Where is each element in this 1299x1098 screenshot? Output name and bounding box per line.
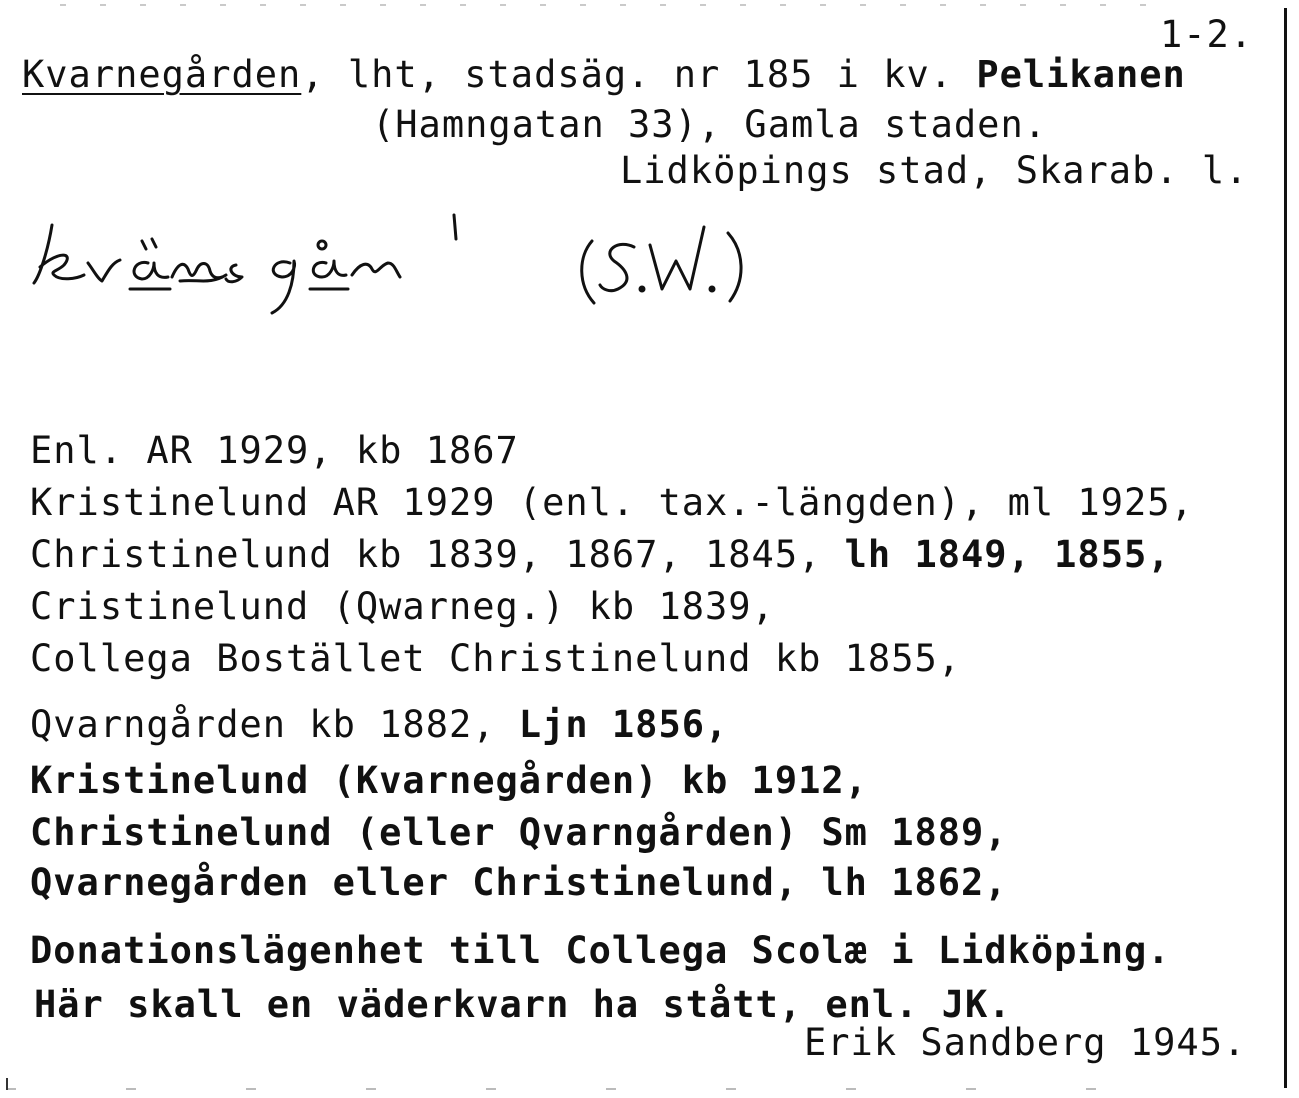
card-number: 1-2.: [1160, 13, 1254, 56]
header-line-1: [22, 53, 1186, 96]
entry-8-normal: Christinelund (eller Qvarngården) Sm: [30, 811, 892, 854]
scan-edge-bottom: [6, 1088, 1186, 1090]
header-line-3: Lidköpings stad, Skarab. l.: [620, 149, 1249, 192]
entry-6-bold: Ljn 1856,: [518, 703, 729, 746]
entry-3: [30, 533, 1171, 576]
entry-2: Kristinelund AR 1929 (enl. tax.-längden), ml 1925,: [30, 481, 1194, 524]
entry-3-bold: lh 1849, 1855,: [844, 533, 1171, 576]
scan-edge-top: [60, 4, 1180, 6]
signature: Erik Sandberg 1945.: [804, 1021, 1247, 1064]
entry-8-year: 1889,: [891, 811, 1008, 854]
entry-6-normal: Qvarngården kb 1882,: [30, 703, 519, 746]
entry-11: Här skall en väderkvarn ha stått, enl. JK.: [34, 983, 1012, 1026]
scan-corner-mark: [6, 1078, 8, 1090]
entry-5: Collega Bostället Christinelund kb 1855,: [30, 637, 962, 680]
entry-1: Enl. AR 1929, kb 1867: [30, 429, 519, 472]
entry-4: Cristinelund (Qwarneg.) kb 1839,: [30, 585, 775, 628]
handwritten-pronunciation: [30, 205, 770, 325]
header-line-1-rest: , lht, stadsäg. nr 185 i kv.: [301, 53, 977, 96]
entry-6: [30, 703, 729, 746]
card-right-border: [1284, 8, 1287, 1088]
place-name: Kvarnegården: [22, 53, 302, 96]
header-line-2: (Hamngatan 33), Gamla staden.: [372, 103, 1048, 146]
entry-8: [30, 811, 1008, 854]
block-name: Pelikanen: [976, 53, 1186, 96]
entry-7: Kristinelund (Kvarnegården) kb 1912,: [30, 759, 868, 802]
entry-9: Qvarnegården eller Christinelund, lh 1862,: [30, 861, 1008, 904]
entry-10: Donationslägenhet till Collega Scolæ i Lidköping.: [30, 929, 1171, 972]
entry-3-normal: Christinelund kb 1839, 1867, 1845,: [30, 533, 845, 576]
